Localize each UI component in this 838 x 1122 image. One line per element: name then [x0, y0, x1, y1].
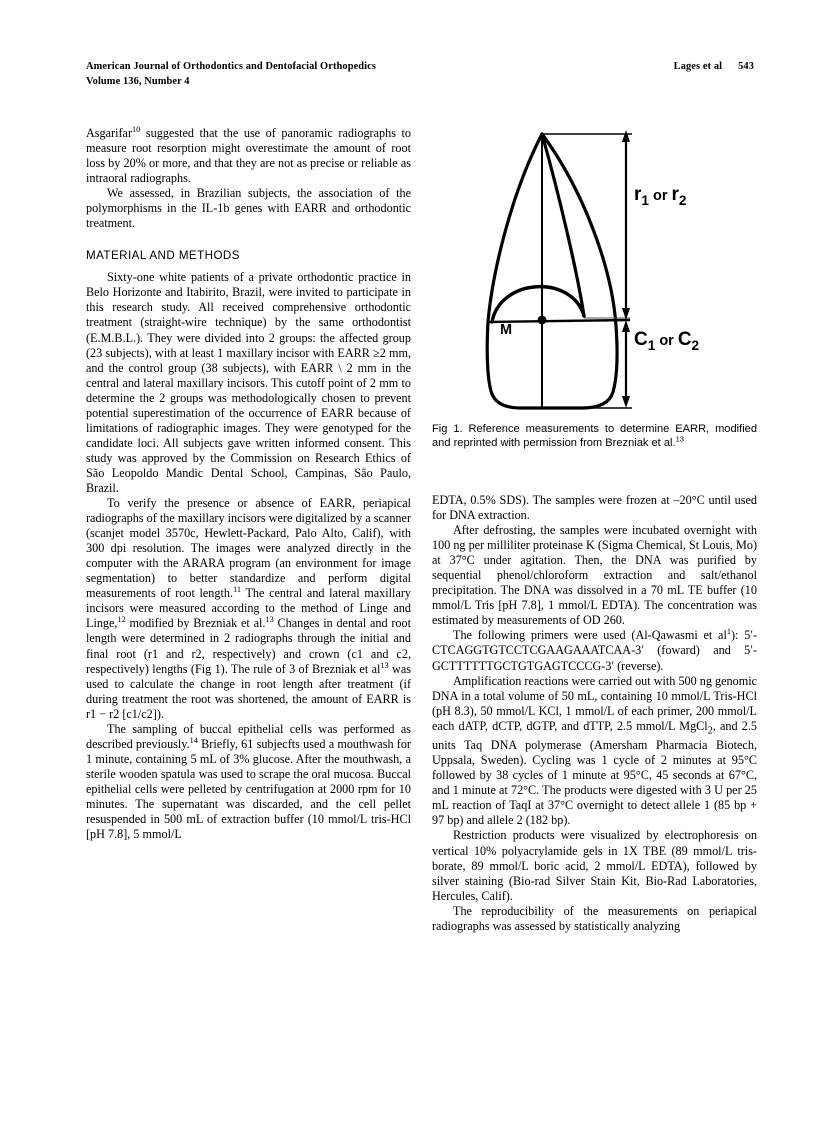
para-edta — [432, 493, 757, 523]
text-run: The following primers were used (Al-Qawasmi et al — [453, 628, 727, 643]
reference-marker: 1 — [726, 627, 731, 637]
running-head — [86, 60, 754, 89]
section-heading-material-and-methods: MATERIAL AND METHODS — [86, 249, 240, 263]
tooth-reference-diagram — [432, 126, 757, 416]
text-run: We assessed, in Brazilian subjects, the association of the polymorphisms in the IL-1b genes with EARR and orthodontic treatment. — [86, 186, 411, 231]
figure-label-crown-base2: C — [677, 329, 692, 350]
figure-label-crown-sub2: 2 — [691, 337, 700, 353]
midpoint-marker-dot — [538, 316, 547, 325]
text-run: Sixty-one white patients of a private orthodontic practice in Belo Horizonte and Itabirito, Brazil, were invited to participate in this research study. All received comprehensive orthodontic treatment (straight-wire technique) by the same orthodontist (E.M.B.L.). They were divided into 2 groups: the affected group (23 subjects), with at least 1 maxillary incisor with EARR ≥2 mm, and the control group (38 subjects), with EARR \ 2 mm in the central and lateral maxillary incisors. This cutoff point of 2 mm to determine the 2 groups was methodologically chosen to prevent potential superestimation of the occurrence of EARR because of limitations of radiographic images. They were genotyped for the candidate loci. All subjects gave written informed consent. This study was approved by the Commission on Research Ethics of São Leopoldo Mandic Dental School, Campinas, São Paulo, Brazil. — [86, 270, 411, 495]
cej-arc-path — [492, 287, 584, 322]
figure-1-block — [432, 126, 757, 450]
para-reproducibility — [432, 904, 757, 934]
para-defrosting — [432, 523, 757, 628]
para-sixtyone — [86, 270, 411, 496]
left-paragraphs-top — [86, 126, 411, 231]
text-run: Restriction products were visualized by electrophoresis on vertical 10% polyacrylamide gels in 1X TBE (89 mmol/L tris-borate, 89 mmol/L boric acid, 2 mmol/L EDTA), followed by silver staining (Bio-rad Silver Stain Kit, Bio-Rad Laboratories, Hercules, Calif). — [432, 828, 757, 903]
figure-label-crown-sub1: 1 — [647, 337, 656, 353]
para-primers — [432, 628, 757, 673]
text-run: ): 5′-CTCAGGTGTCCTCGAAGAAATCAA-3′ (foward) and 5′-GCTTTTTTGCTGTGAGTCCCG-3′ (reverse). — [432, 628, 758, 673]
page-number: 543 — [738, 61, 754, 72]
reference-marker: 13 — [380, 660, 389, 670]
text-run: , and 2.5 units Taq DNA polymerase (Amersham Pharmacia Biotech, Uppsala, Sweden). Cycling was 1 cycle of 2 minutes at 95°C followed by 38 cycles of 1 minute at 95°C, 45 seconds at 67°C, and 1 minute at 72°C. The products were digested with 3 U per 25 mL reaction of TaqI at 37°C overnight to detect allele 1 (85 bp + 97 bp) and allele 2 (182 bp). — [432, 718, 757, 828]
figure-label-midpoint: M — [500, 322, 513, 338]
text-run: modified by Brezniak et al. — [125, 616, 266, 631]
figure-label-root-base: r — [634, 184, 642, 205]
running-head-journal: American Journal of Orthodontics and Dentofacial Orthopedics — [86, 61, 377, 72]
text-run: Amplification reactions were carried out with 500 ng genomic DNA in a total volume of 50 mL, containing 10 mmol/L Tris-HCl (pH 8.3), 50 mmol/L KCl, 1 mmol/L of each primer, 200 mmol/L each dATP, dCTP, dGTP, and dTTP, 2.5 mmol/L MgCl — [432, 673, 757, 733]
reference-marker: 10 — [132, 124, 141, 134]
para-restriction — [432, 828, 757, 903]
reference-marker: 13 — [265, 615, 274, 625]
text-run: The sampling of buccal epithelial cells was performed as described previously. — [86, 721, 411, 751]
reference-marker: 11 — [233, 585, 242, 595]
crown-dimension-arrow-bottom — [622, 396, 630, 408]
para-toverify — [86, 496, 411, 722]
text-run: To verify the presence or absence of EARR, periapical radiographs of the maxillary incisors were digitalized by a scanner (scanjet model 3570c, Hewlett-Packard, Palo Alto, Calif), with 300 dpi resolution. The images were analyzed directly in the computer with the ARARA program (an environment for image segmentation) to better standardize and perform digital measurements of root length. — [86, 496, 411, 601]
text-run: Asgarifar — [86, 126, 133, 140]
figure-1-caption — [432, 422, 757, 450]
text-run: After defrosting, the samples were incubated overnight with 100 ng per milliliter proteinase K (Sigma Chemical, St Louis, Mo) at 37°C under agitation. Then, the DNA was purified by sequential phenol/chloroform extraction and salt/ethanol precipitation. The DNA was dissolved in a 70 mL TE buffer (10 mmol/L Tris [pH 7.8], 1 mmol/L EDTA). The concentration was estimated by measurements of OD 260. — [432, 523, 757, 628]
para-asgarifar — [86, 126, 411, 186]
text-run: suggested that the use of panoramic radiographs to measure root resorption might overestimate the amount of root loss by 20% or more, and that they are not as precise or reliable as intraoral radiographs. — [86, 126, 411, 186]
figure-1-caption-reference: 13 — [675, 434, 684, 444]
para-we-assessed — [86, 186, 411, 231]
left-text-column — [86, 126, 411, 842]
left-paragraphs-bottom — [86, 270, 411, 842]
reference-marker: 14 — [189, 735, 198, 745]
figure-label-root-sub1: 1 — [641, 192, 650, 208]
figure-1-caption-text: Reference measurements to determine EARR, modified and reprinted with permission from Brezniak et al. — [432, 423, 758, 450]
text-run: The central and lateral maxillary incisors were measured according to the method of Linge and Linge, — [86, 586, 411, 631]
right-text-column — [432, 493, 757, 934]
figure-label-root-sub2: 2 — [678, 192, 687, 208]
figure-label-crown — [634, 329, 699, 351]
para-sampling — [86, 722, 411, 842]
text-run: Briefly, 61 subjecfts used a mouthwash for 1 minute, containing 5 mL of 3% glucose. After the mouthwash, a sterile wooden spatula was used to scrape the oral mucosa. Buccal epithelial cells were pelleted by centrifugation at 2000 rpm for 10 minutes. The supernatant was discarded, and the cell pellet resuspended in 500 mL of extraction buffer (10 mmol/L tris-HCl [pH 7.8], 5 mmol/L — [86, 736, 411, 842]
running-head-authors: Lages et al — [673, 61, 723, 72]
figure-label-root-base2: r — [671, 184, 679, 205]
figure-label-root-or: or — [653, 188, 668, 204]
text-run: was used to calculate the change in root length after treatment (if during treatment the root was shortened, the amount of EARR is r1 − r2 [c1/c2]). — [86, 661, 411, 721]
subscript: 2 — [707, 725, 713, 737]
text-run: The reproducibility of the measurements on periapical radiographs was assessed by statistically analyzing — [432, 903, 757, 933]
right-paragraphs — [432, 493, 757, 934]
running-head-volume: Volume 136, Number 4 — [86, 75, 190, 87]
crown-dimension-arrow-top — [622, 320, 630, 332]
figure-1-artwork — [432, 126, 757, 416]
figure-label-crown-base: C — [634, 329, 648, 350]
figure-label-root — [634, 184, 687, 206]
reference-marker: 12 — [117, 615, 126, 625]
text-run: Changes in dental and root length were determined in 2 radiographs through the initial and final root (r1 and r2, respectively) and crown (c1 and c2, respectively) lengths (Fig 1). The rule of 3 of Brezniak et al — [86, 616, 411, 676]
para-amplification — [432, 674, 757, 829]
root-dimension-arrow-top — [622, 130, 630, 142]
text-run: EDTA, 0.5% SDS). The samples were frozen at –20°C until used for DNA extraction. — [432, 493, 757, 523]
figure-label-crown-or: or — [659, 333, 674, 349]
figure-1-caption-label: Fig 1. — [432, 423, 463, 435]
